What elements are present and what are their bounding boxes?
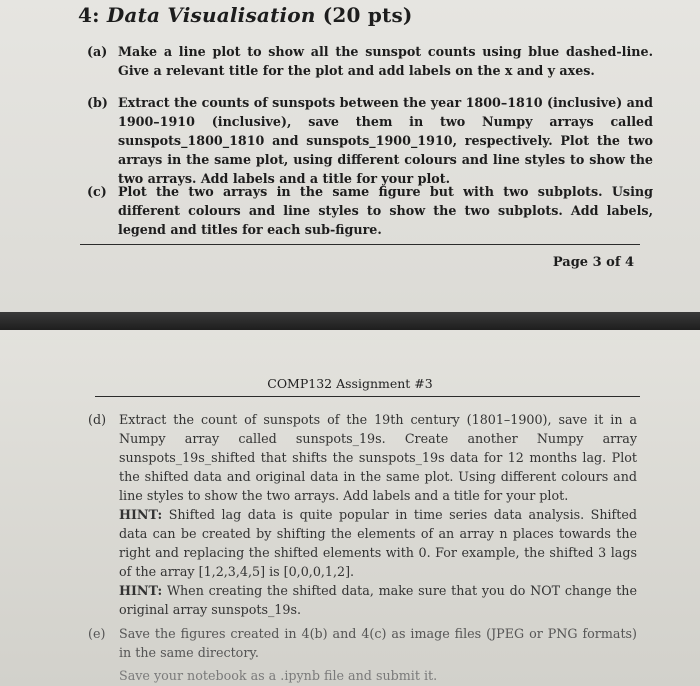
header-rule [95,396,640,397]
question-c-label: (c) [87,184,107,199]
page-3-area [0,0,700,312]
section-title [78,3,413,27]
question-b-text: Extract the counts of sunspots between the year 1800–1810 (inclusive) and 1900–1910 (inclusive), save them in two Numpy arrays called sunspots_1800_1810 and sunspots_1900_1910, respectively. Plot the two arrays in the same plot, using different colours and line styles to show the two arrays. Add labels and a title for your plot. [118,95,653,186]
hint-1-text: Shifted lag data is quite popular in time series data analysis. Shifted data can be created by shifting the elements of an array n places towards the right and replacing the shifted elements with 0. For example, the shifted 3 lags of the array [1,2,3,4,5] is [0,0,0,1,2]. [119,507,637,579]
question-a-label: (a) [87,44,108,59]
closing-text: Save your notebook as a .ipynb file and submit it. [119,668,438,683]
footer-rule [80,244,640,245]
hint-1-label: HINT: [119,507,163,522]
page-header: COMP132 Assignment #3 [267,376,433,391]
section-title-text: Data Visualisation [106,3,316,27]
question-b-label: (b) [87,95,108,110]
section-number: 4: [78,3,100,27]
page-break-band [0,312,700,330]
page-number: Page 3 of 4 [552,255,634,270]
hint-2-text: When creating the shifted data, make sure that you do NOT change the original array sunspots_19s. [119,583,637,617]
question-e-text: Save the figures created in 4(b) and 4(c) as image files (JPEG or PNG formats) in the same directory. [119,626,637,660]
hint-2-label: HINT: [119,583,163,598]
closing-instruction [119,666,639,685]
question-d-text: Extract the count of sunspots of the 19th century (1801–1900), save it in a Numpy array called sunspots_19s. Create another Numpy array sunspots_19s_shifted that shifts the sunspots_19s data for 12 months lag. Plot the shifted data and original data in the same plot. Using different colours and line styles to show the two arrays. Add labels and a title for your plot. [119,412,637,503]
question-d-label: (d) [88,412,107,427]
question-c-text: Plot the two arrays in the same figure but with two subplots. Using different colours and line styles to show the two subplots. Add labels, legend and titles for each sub-figure. [118,184,653,237]
section-points: (20 pts) [322,3,413,27]
question-e-label: (e) [88,626,106,641]
question-a-text: Make a line plot to show all the sunspot counts using blue dashed-line. Give a relevant title for the plot and add labels on the x and y axes. [118,44,653,78]
